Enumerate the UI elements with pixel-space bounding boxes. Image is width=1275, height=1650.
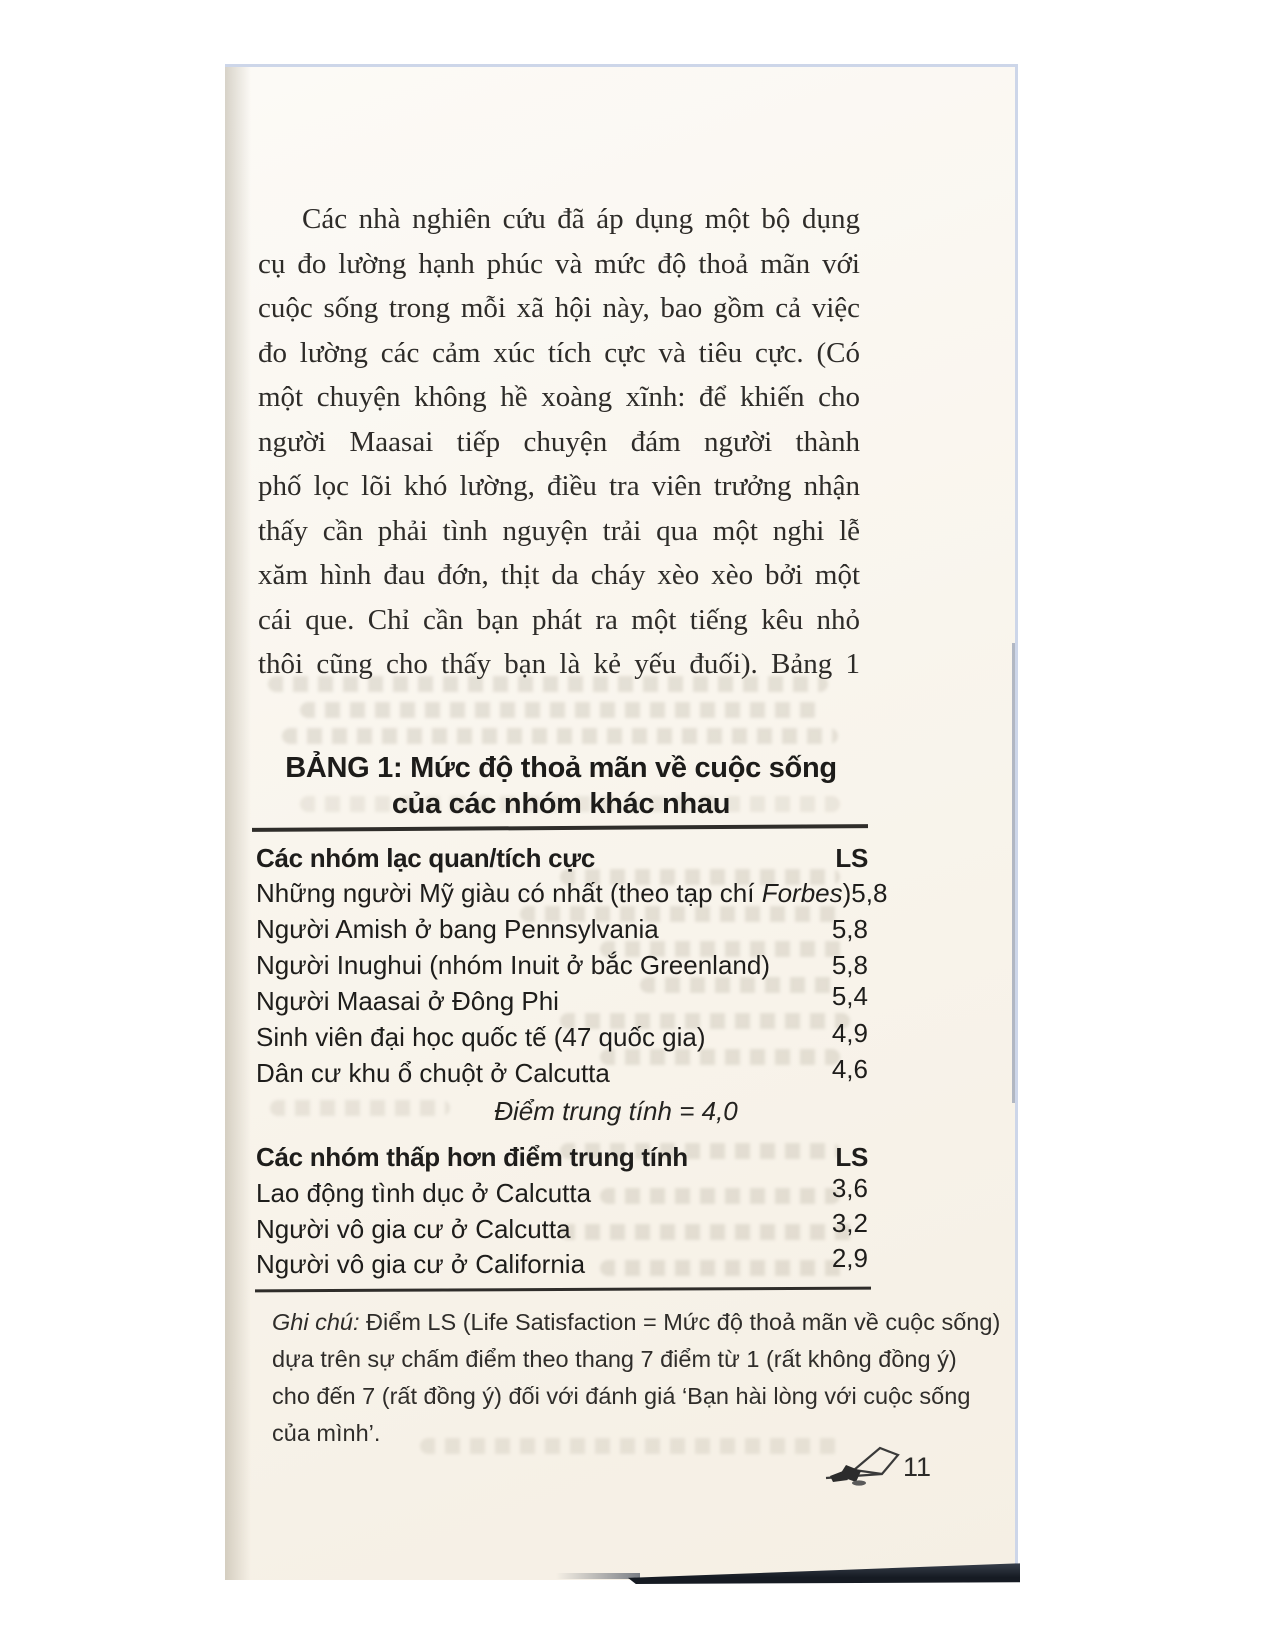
page-left-shadow <box>225 67 251 1580</box>
paragraph-line: xăm hình đau đớn, thịt da cháy xèo xèo bởi một <box>258 559 860 591</box>
row-label: Người Maasai ở Đông Phi <box>256 986 559 1016</box>
row-value: 5,4 <box>831 981 868 1011</box>
bleed-through <box>282 728 838 744</box>
table-row <box>256 1208 868 1247</box>
row-value: 4,9 <box>831 1018 868 1048</box>
paragraph-line: thôi cũng cho thấy bạn là kẻ yếu đuối). Bảng 1 <box>258 648 860 680</box>
bleed-through <box>300 702 820 718</box>
paragraph-line: người Maasai tiếp chuyện đám người thành <box>258 425 860 458</box>
row-label: Sinh viên đại học quốc tế (47 quốc gia) <box>256 1022 706 1052</box>
paragraph-line: đo lường các cảm xúc tích cực và tiêu cực. (Có <box>258 336 860 369</box>
table-row <box>256 1243 868 1282</box>
paragraph-line: phố lọc lõi khó lường, điều tra viên trưởng nhận <box>258 470 860 502</box>
table-row <box>256 1175 868 1211</box>
row-label: Lao động tình dục ở Calcutta <box>256 1178 592 1208</box>
table-row <box>256 1055 868 1091</box>
page-bottom-shadow <box>556 1573 640 1579</box>
row-value: 5,8 <box>831 950 868 980</box>
row-label: Người vô gia cư ở Calcutta <box>256 1214 571 1244</box>
table-note-line: cho đến 7 (rất đồng ý) đối với đánh giá ‘Bạn hài lòng với cuộc sống <box>272 1383 971 1409</box>
paragraph-line: cái que. Chỉ cần bạn phát ra một tiếng kêu nhỏ <box>258 603 860 636</box>
table-row <box>256 947 868 983</box>
column-header-ls: LS <box>835 1142 868 1172</box>
page-right-edge-line <box>1012 643 1015 1103</box>
row-label: Người Amish ở bang Pennsylvania <box>256 914 659 944</box>
footer-scribble-icon <box>822 1442 908 1497</box>
row-value: 5,8 <box>831 914 868 944</box>
row-label: Người vô gia cư ở California <box>256 1249 586 1279</box>
column-header-groups: Các nhóm thấp hơn điểm trung tính <box>256 1142 688 1172</box>
page-number: 11 <box>903 1452 932 1482</box>
paragraph-line: cụ đo lường hạnh phúc và mức độ thoả mãn với <box>258 247 860 280</box>
row-value: 5,8 <box>851 878 888 908</box>
neutral-point-note: Điểm trung tính = 4,0 <box>494 1096 738 1126</box>
row-value: 3,6 <box>831 1173 868 1203</box>
table-row <box>256 983 868 1019</box>
note-label: Ghi chú: <box>272 1309 360 1335</box>
column-header-groups: Các nhóm lạc quan/tích cực <box>256 843 595 873</box>
table-row <box>256 875 888 911</box>
row-label: Dân cư khu ổ chuột ở Calcutta <box>256 1058 610 1088</box>
paragraph-line: thấy cần phải tình nguyện trải qua một nghi lễ <box>258 514 860 547</box>
table-row <box>256 1019 868 1055</box>
table-title-line2: của các nhóm khác nhau <box>391 788 731 820</box>
table-header-row <box>256 1139 868 1175</box>
table-note-line: của mình’. <box>272 1420 381 1446</box>
column-header-ls: LS <box>835 843 868 873</box>
row-label-italic: Forbes <box>761 878 843 908</box>
table-row <box>256 911 868 947</box>
row-value: 3,2 <box>831 1208 868 1238</box>
table-note-line: Ghi chú: Điểm LS (Life Satisfaction = Mức độ thoả mãn về cuộc sống) <box>272 1309 1001 1335</box>
table-header-row <box>256 840 868 876</box>
table-note-line: dựa trên sự chấm điểm theo thang 7 điểm từ 1 (rất không đồng ý) <box>272 1346 957 1372</box>
row-label: Những người Mỹ giàu có nhất (theo tạp chí Forbes) <box>256 878 852 908</box>
body-paragraph <box>258 197 860 687</box>
table-title-line1: BẢNG 1: Mức độ thoả mãn về cuộc sống <box>285 752 837 784</box>
paragraph-line: một chuyện không hề xoàng xĩnh: để khiến cho <box>258 381 860 413</box>
row-label: Người Inughui (nhóm Inuit ở bắc Greenland) <box>256 950 770 980</box>
paragraph-line: cuộc sống trong mỗi xã hội này, bao gồm cả việc <box>258 292 860 324</box>
row-value: 2,9 <box>831 1243 868 1273</box>
row-value: 4,6 <box>831 1054 868 1084</box>
paragraph-line: Các nhà nghiên cứu đã áp dụng một bộ dụng <box>302 203 860 235</box>
